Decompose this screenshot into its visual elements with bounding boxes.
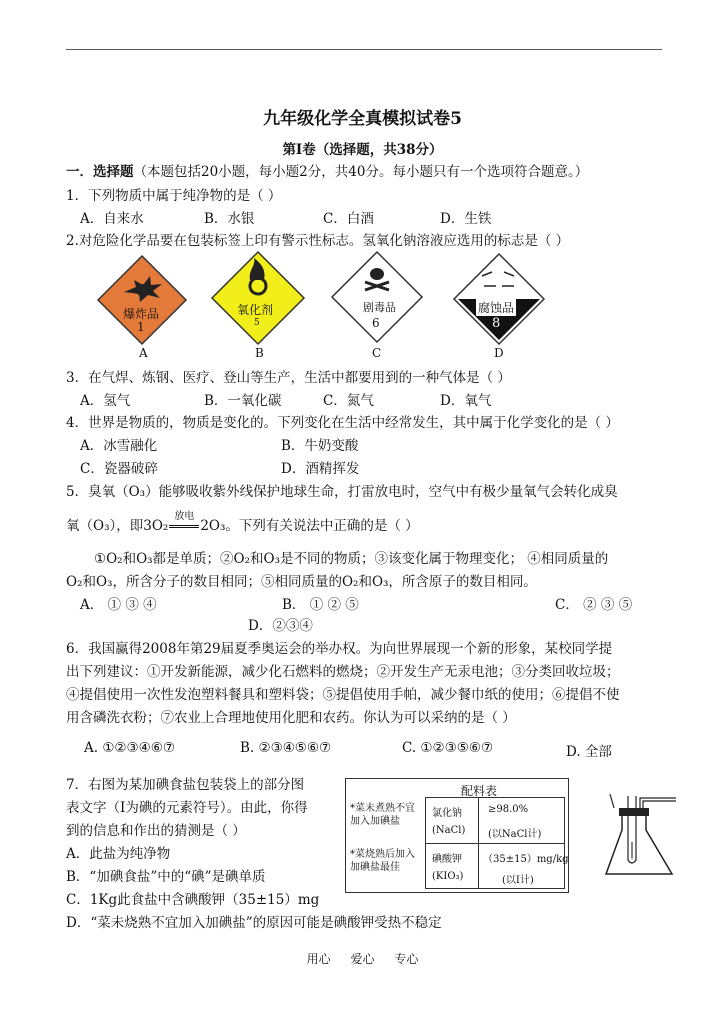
section-heading bbox=[66, 160, 588, 180]
q7-option-d[interactable]: D．“菜未烧熟不宜加入加碘盐”的原因可能是碘酸钾受热不稳定 bbox=[66, 915, 442, 931]
footer-word-1: 用心 bbox=[306, 952, 331, 966]
q5-stem-line2 bbox=[66, 511, 419, 534]
q1-option-c[interactable]: C．白酒 bbox=[323, 211, 374, 227]
sign-c-letter: C bbox=[372, 346, 382, 360]
q4-option-d[interactable]: D．酒精挥发 bbox=[281, 461, 360, 477]
q1-option-a[interactable]: A．自来水 bbox=[80, 211, 144, 227]
q5-statements-line1: ①O₂和O₃都是单质；②O₂和O₃是不同的物质；③该变化属于物理变化； ④相同质量的 bbox=[94, 551, 609, 567]
note1-line1: *菜未煮熟不宜 bbox=[350, 803, 415, 814]
q2-stem: 2.对危险化学品要在包装标签上印有警示性标志。氢氧化钠溶液应选用的标志是（ ） bbox=[66, 233, 570, 249]
q1-option-b[interactable]: B．水银 bbox=[204, 211, 255, 227]
q7-line3: 到的信息和作出的猜测是（ ） bbox=[66, 823, 246, 839]
sign-a-text: 爆炸品 bbox=[123, 307, 160, 321]
q6-option-c[interactable]: C. ①②③⑤⑥⑦ bbox=[402, 740, 494, 756]
header-rule bbox=[66, 49, 662, 50]
q5-option-b[interactable]: B． ① ② ⑤ bbox=[282, 597, 359, 613]
ingredient-table bbox=[345, 778, 569, 893]
q4-option-c[interactable]: C．瓷器破碎 bbox=[80, 461, 158, 477]
section-desc: （本题包括20小题，每小题2分，共40分。每小题只有一个选项符合题意。） bbox=[133, 164, 589, 180]
cell-kio3-formula: (KIO₃) bbox=[432, 871, 464, 882]
cell-nacl-formula: (NaCl) bbox=[432, 825, 466, 836]
q6-line4: 用含磷洗衣粉；⑦农业上合理地使用化肥和农药。你认为可以采纳的是（ ） bbox=[66, 710, 516, 726]
cell-nacl-value: ≥98.0% bbox=[488, 804, 529, 815]
q5-statements-line2: O₂和O₃，所含分子的数目相同；⑤相同质量的O₂和O₃，所含原子的数目相同。 bbox=[66, 574, 537, 590]
q4-stem: 4．世界是物质的，物质是变化的。下列变化在生活中经常发生，其中属于化学变化的是（ ） bbox=[66, 415, 619, 431]
q7-option-b[interactable]: B．“加碘食盐”中的“碘”是碘单质 bbox=[66, 869, 266, 885]
sign-b-letter: B bbox=[255, 346, 264, 360]
sign-b-text: 氧化剂 bbox=[237, 303, 274, 317]
footer-word-2: 爱心 bbox=[350, 952, 375, 966]
q6-line1: 6．我国赢得2008年第29届夏季奥运会的举办权。为向世界展现一个新的形象，某校同学提 bbox=[66, 641, 613, 657]
q6-option-b[interactable]: B. ②③④⑤⑥⑦ bbox=[240, 740, 332, 756]
cell-nacl-basis: (以NaCl计) bbox=[488, 829, 542, 840]
note2-line1: *菜烧熟后加入 bbox=[350, 849, 415, 860]
arrow-condition: 放电 bbox=[174, 511, 195, 522]
table-caption: 配料表 bbox=[461, 784, 498, 798]
section-label: 一．选择题 bbox=[66, 164, 134, 180]
cell-kio3-value: （35±15）mg/kg bbox=[483, 854, 569, 865]
q1-option-d[interactable]: D．生铁 bbox=[440, 211, 492, 227]
q5-option-d[interactable]: D．②③④ bbox=[248, 618, 313, 634]
table-grid bbox=[425, 797, 569, 889]
sign-b-num: 5 bbox=[254, 318, 260, 328]
q7-option-c[interactable]: C．1Kg此食盐中含碘酸钾（35±15）mg bbox=[66, 892, 320, 908]
q7-line1: 7．右图为某加碘食盐包装袋上的部分图 bbox=[66, 777, 305, 793]
q7-option-a[interactable]: A．此盐为纯净物 bbox=[66, 846, 171, 862]
sign-d-text: 腐蚀品 bbox=[478, 301, 515, 315]
q5-stem-line1: 5．臭氧（O₃）能够吸收紫外线保护地球生命，打雷放电时，空气中有极少量氧气会转化成臭 bbox=[66, 484, 618, 500]
q6-option-d[interactable]: D. 全部 bbox=[566, 744, 612, 760]
sign-c-text: 剧毒品 bbox=[363, 301, 396, 314]
page-title: 九年级化学全真模拟试卷5 bbox=[263, 109, 462, 129]
cell-kio3-basis: (以I计) bbox=[502, 875, 534, 886]
note2-line2: 加碘盐最佳 bbox=[350, 862, 400, 873]
q6-line3: ④提倡使用一次性发泡塑料餐具和塑料袋；⑤提倡使用手帕，减少餐巾纸的使用；⑥提倡不使 bbox=[66, 687, 620, 703]
q3-option-a[interactable]: A．氢气 bbox=[80, 393, 131, 409]
q3-option-c[interactable]: C．氮气 bbox=[323, 393, 374, 409]
q5-equation-right: 2O₃。下列有关说法中正确的是（ ） bbox=[200, 518, 419, 534]
sign-a-num: 1 bbox=[137, 320, 145, 334]
flask-apparatus-icon bbox=[600, 790, 676, 878]
sign-d-num: 8 bbox=[492, 316, 501, 331]
q1-stem: 1．下列物质中属于纯净物的是（ ） bbox=[66, 188, 282, 204]
q7-line2: 表文字（I为碘的元素符号）。由此，你得 bbox=[66, 800, 308, 816]
q6-line2: 出下列建议：①开发新能源，减少化石燃料的燃烧；②开发生产无汞电池；③分类回收垃圾； bbox=[66, 664, 620, 680]
q3-option-b[interactable]: B．一氧化碳 bbox=[204, 393, 282, 409]
q4-option-b[interactable]: B．牛奶变酸 bbox=[281, 438, 359, 454]
oxidizer-sign[interactable] bbox=[210, 250, 306, 346]
sign-a-letter: A bbox=[139, 346, 148, 360]
q5-option-a[interactable]: A． ① ③ ④ bbox=[80, 597, 157, 613]
cell-kio3-name: 碘酸钾 bbox=[432, 854, 462, 865]
q3-stem: 3．在气焊、炼钢、医疗、登山等生产，生活中都要用到的一种气体是（ ） bbox=[66, 370, 511, 386]
double-line bbox=[169, 525, 199, 528]
note1-line2: 加入加碘盐 bbox=[350, 816, 400, 827]
q3-option-d[interactable]: D．氧气 bbox=[440, 393, 492, 409]
q4-option-a[interactable]: A．冰雪融化 bbox=[80, 438, 158, 454]
q5-option-c[interactable]: C． ② ③ ⑤ bbox=[555, 597, 633, 613]
q5-equation-left: 氧（O₃），即3O₂ bbox=[66, 518, 169, 534]
reaction-arrow bbox=[168, 511, 200, 534]
sign-c-num: 6 bbox=[372, 316, 380, 330]
sign-d-letter: D bbox=[494, 346, 504, 360]
cell-nacl-name: 氯化钠 bbox=[432, 808, 462, 819]
page-footer bbox=[0, 950, 725, 967]
q6-option-a[interactable]: A. ①②③④⑥⑦ bbox=[84, 740, 175, 756]
section-subtitle: 第Ⅰ卷（选择题，共38分） bbox=[282, 142, 443, 158]
footer-word-3: 专心 bbox=[394, 952, 419, 966]
